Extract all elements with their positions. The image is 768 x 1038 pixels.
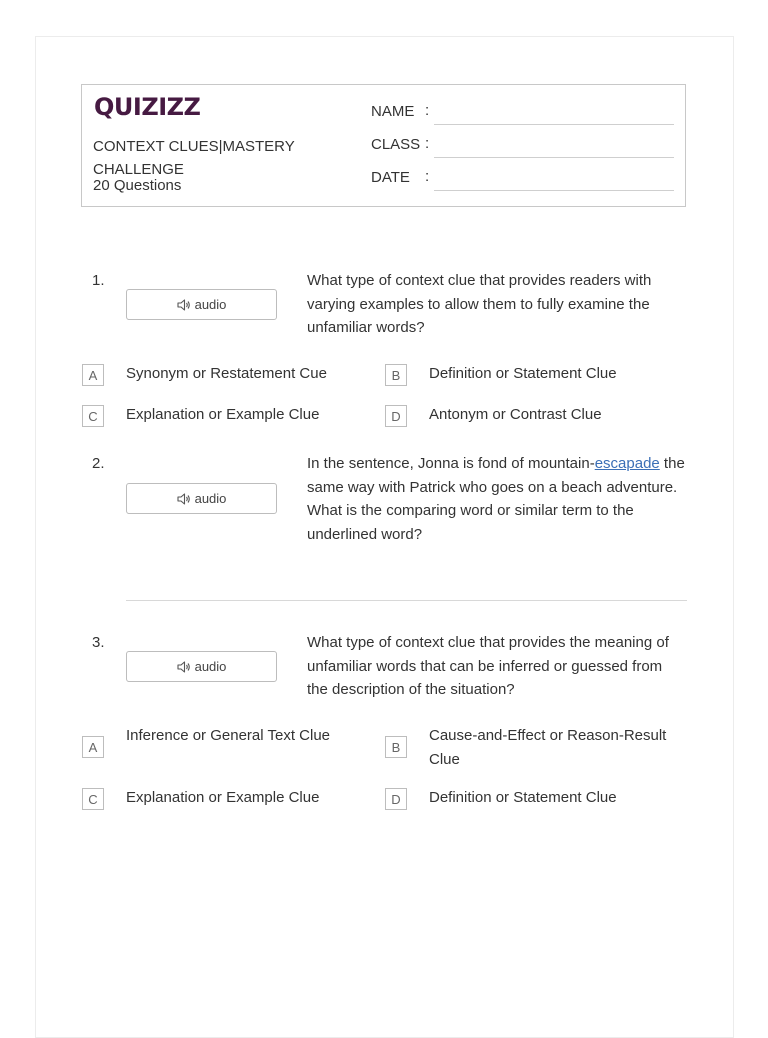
question-1-option-a-letter[interactable]: A: [82, 364, 104, 386]
question-3-option-b-text: Cause-and-Effect or Reason-Result Clue: [429, 727, 667, 768]
question-1-option-c-text: Explanation or Example Clue: [126, 406, 320, 423]
name-colon: :: [425, 102, 430, 119]
quizizz-logo: QUIZIZZ: [94, 93, 201, 121]
question-1-option-b-text: Definition or Statement Clue: [429, 365, 617, 382]
question-1-text: What type of context clue that provides readers with varying examples to allow them to fully examine the unfamiliar words?: [307, 272, 652, 336]
question-1-option-a-text: Synonym or Restatement Cue: [126, 365, 327, 382]
audio-label: audio: [194, 491, 227, 506]
question-2-text-after: the same way with Patrick who goes on a beach adventure. What is the comparing word or similar term to the underlined word?: [307, 455, 685, 543]
question-3-option-c-letter[interactable]: C: [82, 788, 104, 810]
name-label: NAME: [371, 103, 415, 120]
quiz-title: CONTEXT CLUES|MASTERY CHALLENGE: [93, 138, 295, 178]
question-2-text: [307, 452, 687, 546]
question-1-option-b-letter[interactable]: B: [385, 364, 407, 386]
speaker-icon: [177, 661, 191, 673]
question-count: 20 Questions: [93, 177, 182, 194]
question-3-audio-button[interactable]: [126, 651, 277, 682]
question-1-number: 1.: [92, 272, 105, 289]
class-label: CLASS: [371, 136, 421, 153]
audio-label: audio: [194, 659, 227, 674]
date-colon: :: [425, 168, 430, 185]
question-1-option-d-text: Antonym or Contrast Clue: [429, 406, 602, 423]
question-2-underlined-word: escapade: [594, 455, 660, 472]
worksheet-header: [81, 84, 686, 207]
question-3-option-c-text: Explanation or Example Clue: [126, 789, 320, 806]
question-3-option-a-text: Inference or General Text Clue: [126, 727, 331, 744]
class-colon: :: [425, 135, 430, 152]
speaker-icon: [177, 493, 191, 505]
question-3-option-a-letter[interactable]: A: [82, 736, 104, 758]
date-field-line[interactable]: [434, 189, 674, 191]
question-2-number: 2.: [92, 455, 105, 472]
question-2-audio-button[interactable]: [126, 483, 277, 514]
date-label: DATE: [371, 169, 410, 186]
question-1-option-d-letter[interactable]: D: [385, 405, 407, 427]
speaker-icon: [177, 299, 191, 311]
question-3-option-d-letter[interactable]: D: [385, 788, 407, 810]
question-divider: [126, 600, 687, 601]
question-1-audio-button[interactable]: [126, 289, 277, 320]
question-1-option-c-letter[interactable]: C: [82, 405, 104, 427]
question-2-text-before: In the sentence, Jonna is fond of mountain-: [307, 455, 595, 472]
question-3-number: 3.: [92, 634, 105, 651]
question-3-text: What type of context clue that provides the meaning of unfamiliar words that can be inferred or guessed from the description of the situation?: [307, 634, 669, 698]
class-field-line[interactable]: [434, 156, 674, 158]
name-field-line[interactable]: [434, 123, 674, 125]
question-3-option-d-text: Definition or Statement Clue: [429, 789, 617, 806]
audio-label: audio: [194, 297, 227, 312]
question-3-option-b-letter[interactable]: B: [385, 736, 407, 758]
